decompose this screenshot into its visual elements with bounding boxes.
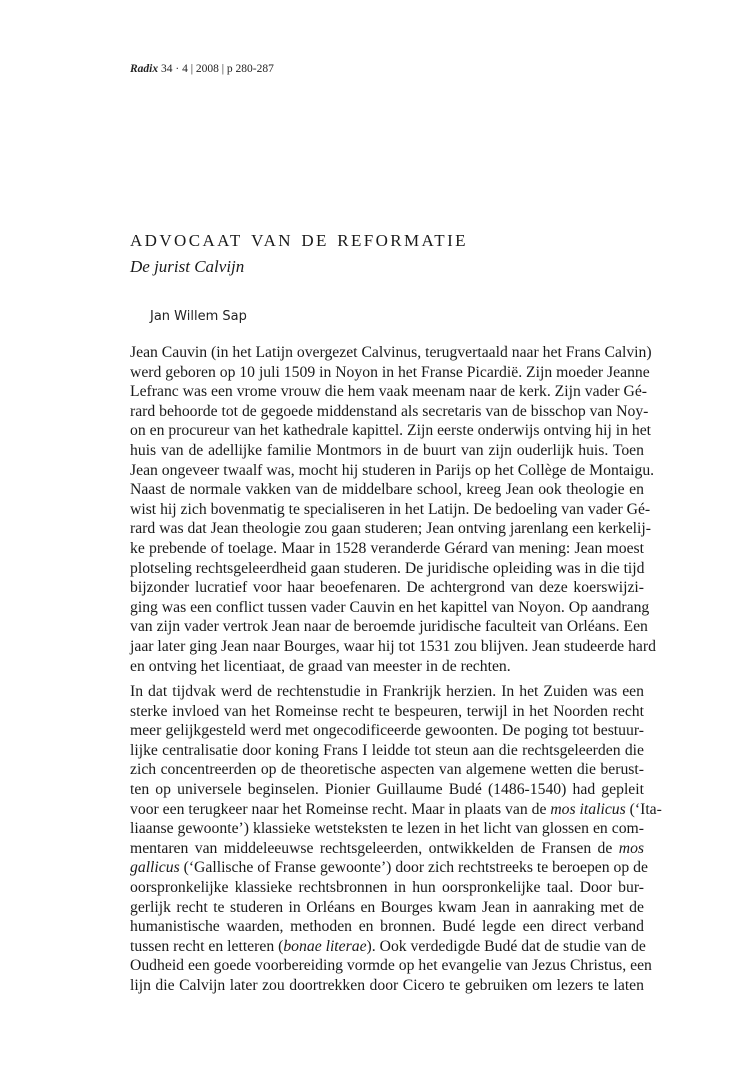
article-subtitle: De jurist Calvijn xyxy=(130,257,245,276)
text-line xyxy=(130,937,644,957)
paragraph-2 xyxy=(130,682,662,996)
text-line: Oudheid een goede voorbereiding vormde op het evangelie van Jezus Christus, een xyxy=(130,957,652,975)
text-segment: voor een terugkeer naar het Romeinse recht. Maar in plaats van de xyxy=(130,800,547,818)
text-line: oorspronkelijke klassieke rechtsbronnen in hun oorspronkelijke taal. Door bur- xyxy=(130,878,644,896)
text-line: lijn die Calvijn later zou doortrekken door Cicero te gebruiken om lezers te laten xyxy=(130,976,644,994)
text-line: zich concentreerden op de theoretische aspecten van algemene wetten die berust- xyxy=(130,761,644,779)
text-line: ten op universele beginselen. Pionier Guillaume Budé (1486-1540) had gepleit xyxy=(130,780,644,798)
article-title: advocaat van de reformatie xyxy=(130,226,468,252)
text-line xyxy=(130,858,648,878)
text-line: meer gelijkgesteld werd met ongecodificeerde gewoonten. De poging tot bestuur- xyxy=(130,722,644,740)
latin-term: mos italicus xyxy=(550,800,626,818)
text-segment: (‘Gallische of Franse gewoonte’) door zich rechtstreeks te beroepen op de xyxy=(183,859,648,877)
text-line: Jean ongeveer twaalf was, mocht hij studeren in Parijs op het Collège de Montaigu. xyxy=(130,461,655,479)
text-line xyxy=(130,800,662,820)
text-line: en ontving het licentiaat, de graad van meester in de rechten. xyxy=(130,657,511,675)
text-segment: ). Ook verdedigde Budé dat de studie van de xyxy=(366,937,646,955)
text-line: Lefranc was een vrome vrouw die hem vaak meenam naar de kerk. Zijn vader Gé- xyxy=(130,383,648,401)
text-line: werd geboren op 10 juli 1509 in Noyon in het Franse Picardië. Zijn moeder Jeanne xyxy=(130,363,650,381)
journal-name: Radix xyxy=(130,63,159,75)
text-line: ging was een conflict tussen vader Cauvin en het kapittel van Noyon. Op aandrang xyxy=(130,598,650,616)
text-line: lijke centralisatie door koning Frans I leidde tot steun aan die rechtsgeleerden die xyxy=(130,741,644,759)
text-line: van zijn vader vertrok Jean naar de beroemde juridische faculteit van Orléans. Een xyxy=(130,618,648,636)
text-line: sterke invloed van het Romeinse recht te bespeuren, terwijl in het Noorden recht xyxy=(130,702,644,720)
text-line: plotseling rechtsgeleerdheid gaan studeren. De juridische opleiding was in die tijd xyxy=(130,559,645,577)
text-line: wist hij zich bovenmatig te specialiseren in het Latijn. De bedoeling van vader Gé- xyxy=(130,500,651,518)
text-line: ke prebende of toelage. Maar in 1528 veranderde Gérard van mening: Jean moest xyxy=(130,539,644,557)
text-line: liaanse gewoonte’) klassieke wetsteksten te lezen in het licht van glossen en com- xyxy=(130,820,644,838)
citation: 34 · 4 | 2008 | p 280-287 xyxy=(161,63,274,75)
running-head xyxy=(130,63,274,75)
text-segment: tussen recht en letteren ( xyxy=(130,937,284,955)
text-line: In dat tijdvak werd de rechtenstudie in Frankrijk herzien. In het Zuiden was een xyxy=(130,683,644,700)
text-segment: mentaren van middeleeuwse rechtsgeleerden, ontwikkelden de Fransen de xyxy=(130,839,613,857)
text-line: gerlijk recht te studeren in Orléans en Bourges kwam Jean in aanraking met de xyxy=(130,898,644,916)
text-line: Naast de normale vakken van de middelbare school, kreeg Jean ook theologie en xyxy=(130,481,644,499)
article-author: Jan Willem Sap xyxy=(150,309,247,324)
latin-term: mos xyxy=(618,839,645,857)
text-line: on en procureur van het kathedrale kapittel. Zijn eerste onderwijs ontving hij in het xyxy=(130,422,652,440)
text-line: rard was dat Jean theologie zou gaan studeren; Jean ontving jarenlang een kerkelij- xyxy=(130,520,651,538)
paragraph-1 xyxy=(130,343,656,676)
text-line: Jean Cauvin (in het Latijn overgezet Calvinus, terugvertaald naar het Frans Calvin) xyxy=(130,344,652,361)
text-line: humanistische waarden, methoden en bronnen. Budé legde een direct verband xyxy=(130,918,644,936)
text-line xyxy=(130,839,644,859)
text-line: huis van de adellijke familie Montmors in de buurt van zijn ouderlijk huis. Toen xyxy=(130,441,644,459)
text-line: jaar later ging Jean naar Bourges, waar hij tot 1531 zou blijven. Jean studeerde hard xyxy=(130,637,656,655)
text-line: rard behoorde tot de gegoede middenstand als secretaris van de bisschop van Noy- xyxy=(130,402,649,420)
text-segment: (‘Ita- xyxy=(629,800,662,818)
latin-term: bonae literae xyxy=(283,937,367,955)
latin-term: gallicus xyxy=(130,859,180,877)
text-line: bijzonder lucratief voor haar beoefenaren. De achtergrond van deze koerswijzi- xyxy=(130,579,644,597)
